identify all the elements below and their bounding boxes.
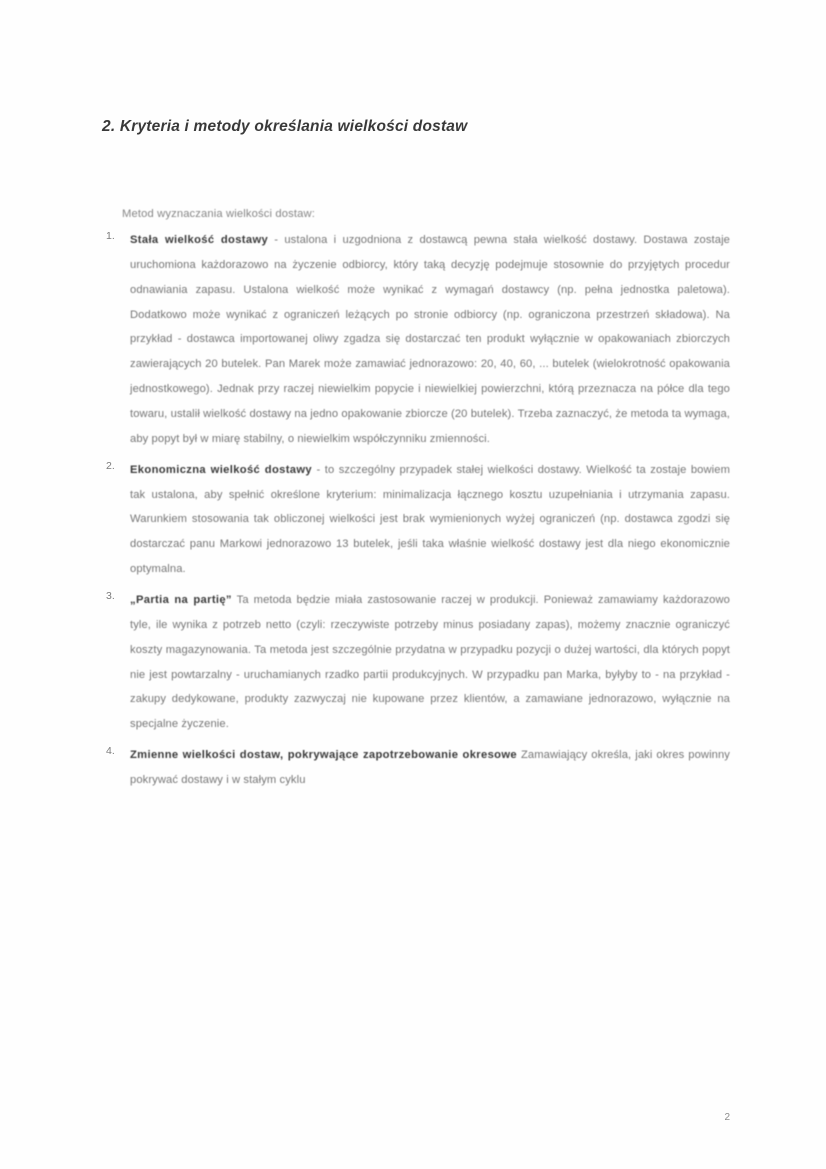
list-item-text: Zamawiający określa, jaki okres powinny pokrywać dostawy i w stałym cyklu [130, 749, 730, 787]
methods-list [96, 228, 730, 793]
list-item-text: - to szczególny przypadek stałej wielkości dostawy. Wielkość ta zostaje bowiem tak ustalona, aby spełnić określone kryterium: minimalizacja łącznego kosztu uzupełniania i utrzymania zapasu. Warunkiem stosowania tak obliczonej wielkości jest brak wymienionych wyżej ograniczeń (np. dostawca zgodzi się dostarczać panu Markowi jednorazowo 13 butelek, jeśli taka właśnie wielkość dostawy jest dla niego ekonomicznie optymalna. [130, 463, 731, 576]
page-number: 2 [724, 1112, 730, 1123]
list-item-paragraph [130, 458, 730, 582]
intro-text: Metod wyznaczania wielkości dostaw: [122, 208, 316, 220]
list-item-text: Ta metoda będzie miała zastosowanie raczej w produkcji. Ponieważ zamawiamy każdorazowo tyle, ile wynika z potrzeb netto (czyli: rzeczywiste potrzeby minus posiadany zapas), możemy znacznie ograniczyć koszty magazynowania. Ta metoda jest szczególnie przydatna w przypadku pozycji o dużej wartości, dla których popyt nie jest powtarzalny - uruchamianych rzadko partii produkcyjnych. W przypadku pan Marka, byłyby to - na przykład - zakupy dedykowane, produkty zazwyczaj nie kupowane przez klientów, a zamawiane jednorazowo, wyłącznie na specjalne życzenie. [130, 594, 730, 731]
list-item-term: Stała wielkość dostawy [130, 234, 269, 246]
list-item-paragraph [130, 743, 730, 793]
list-item [96, 228, 730, 452]
list-item-paragraph [130, 588, 730, 737]
list-item [96, 458, 730, 582]
list-item [96, 743, 730, 793]
list-item-term: „Partia na partię” [130, 594, 232, 607]
list-item-term: Ekonomiczna wielkość dostawy [130, 463, 313, 476]
list-item [96, 588, 730, 737]
list-item-term: Zmienne wielkości dostaw, pokrywające zapotrzebowanie okresowe [130, 749, 517, 762]
list-item-paragraph [130, 228, 730, 452]
list-item-text: - ustalona i uzgodniona z dostawcą pewna stała wielkość dostawy. Dostawa zostaje uruchomiona każdorazowo na życzenie odbiorcy, który taką decyzję podejmuje stosownie do przyjętych procedur odnawiania zapasu. Ustalona wielkość może wynikać z wymagań dostawcy (np. pełna jednostka paletowa). Dodatkowo może wynikać z ograniczeń leżących po stronie odbiorcy (np. ograniczona przestrzeń składowa). Na przykład - dostawca importowanej oliwy zgadza się dostarczać ten produkt wyłącznie w opakowaniach zbiorczych zawierających 20 butelek. Pan Marek może zamawiać jednorazowo: 20, 40, 60, ... butelek (wielokrotność opakowania jednostkowego). Jednak przy raczej niewielkim popycie i niewielkiej powierzchni, którą przeznacza na półce dla tego towaru, ustalił wielkość dostawy na jedno opakowanie zbiorcze (20 butelek). Trzeba zaznaczyć, że metoda ta wymaga, aby popyt był w miarę stabilny, o niewielkim współczynniku zmienności. [130, 234, 730, 445]
page-title: 2. Kryteria i metody określania wielkości dostaw [102, 118, 468, 135]
